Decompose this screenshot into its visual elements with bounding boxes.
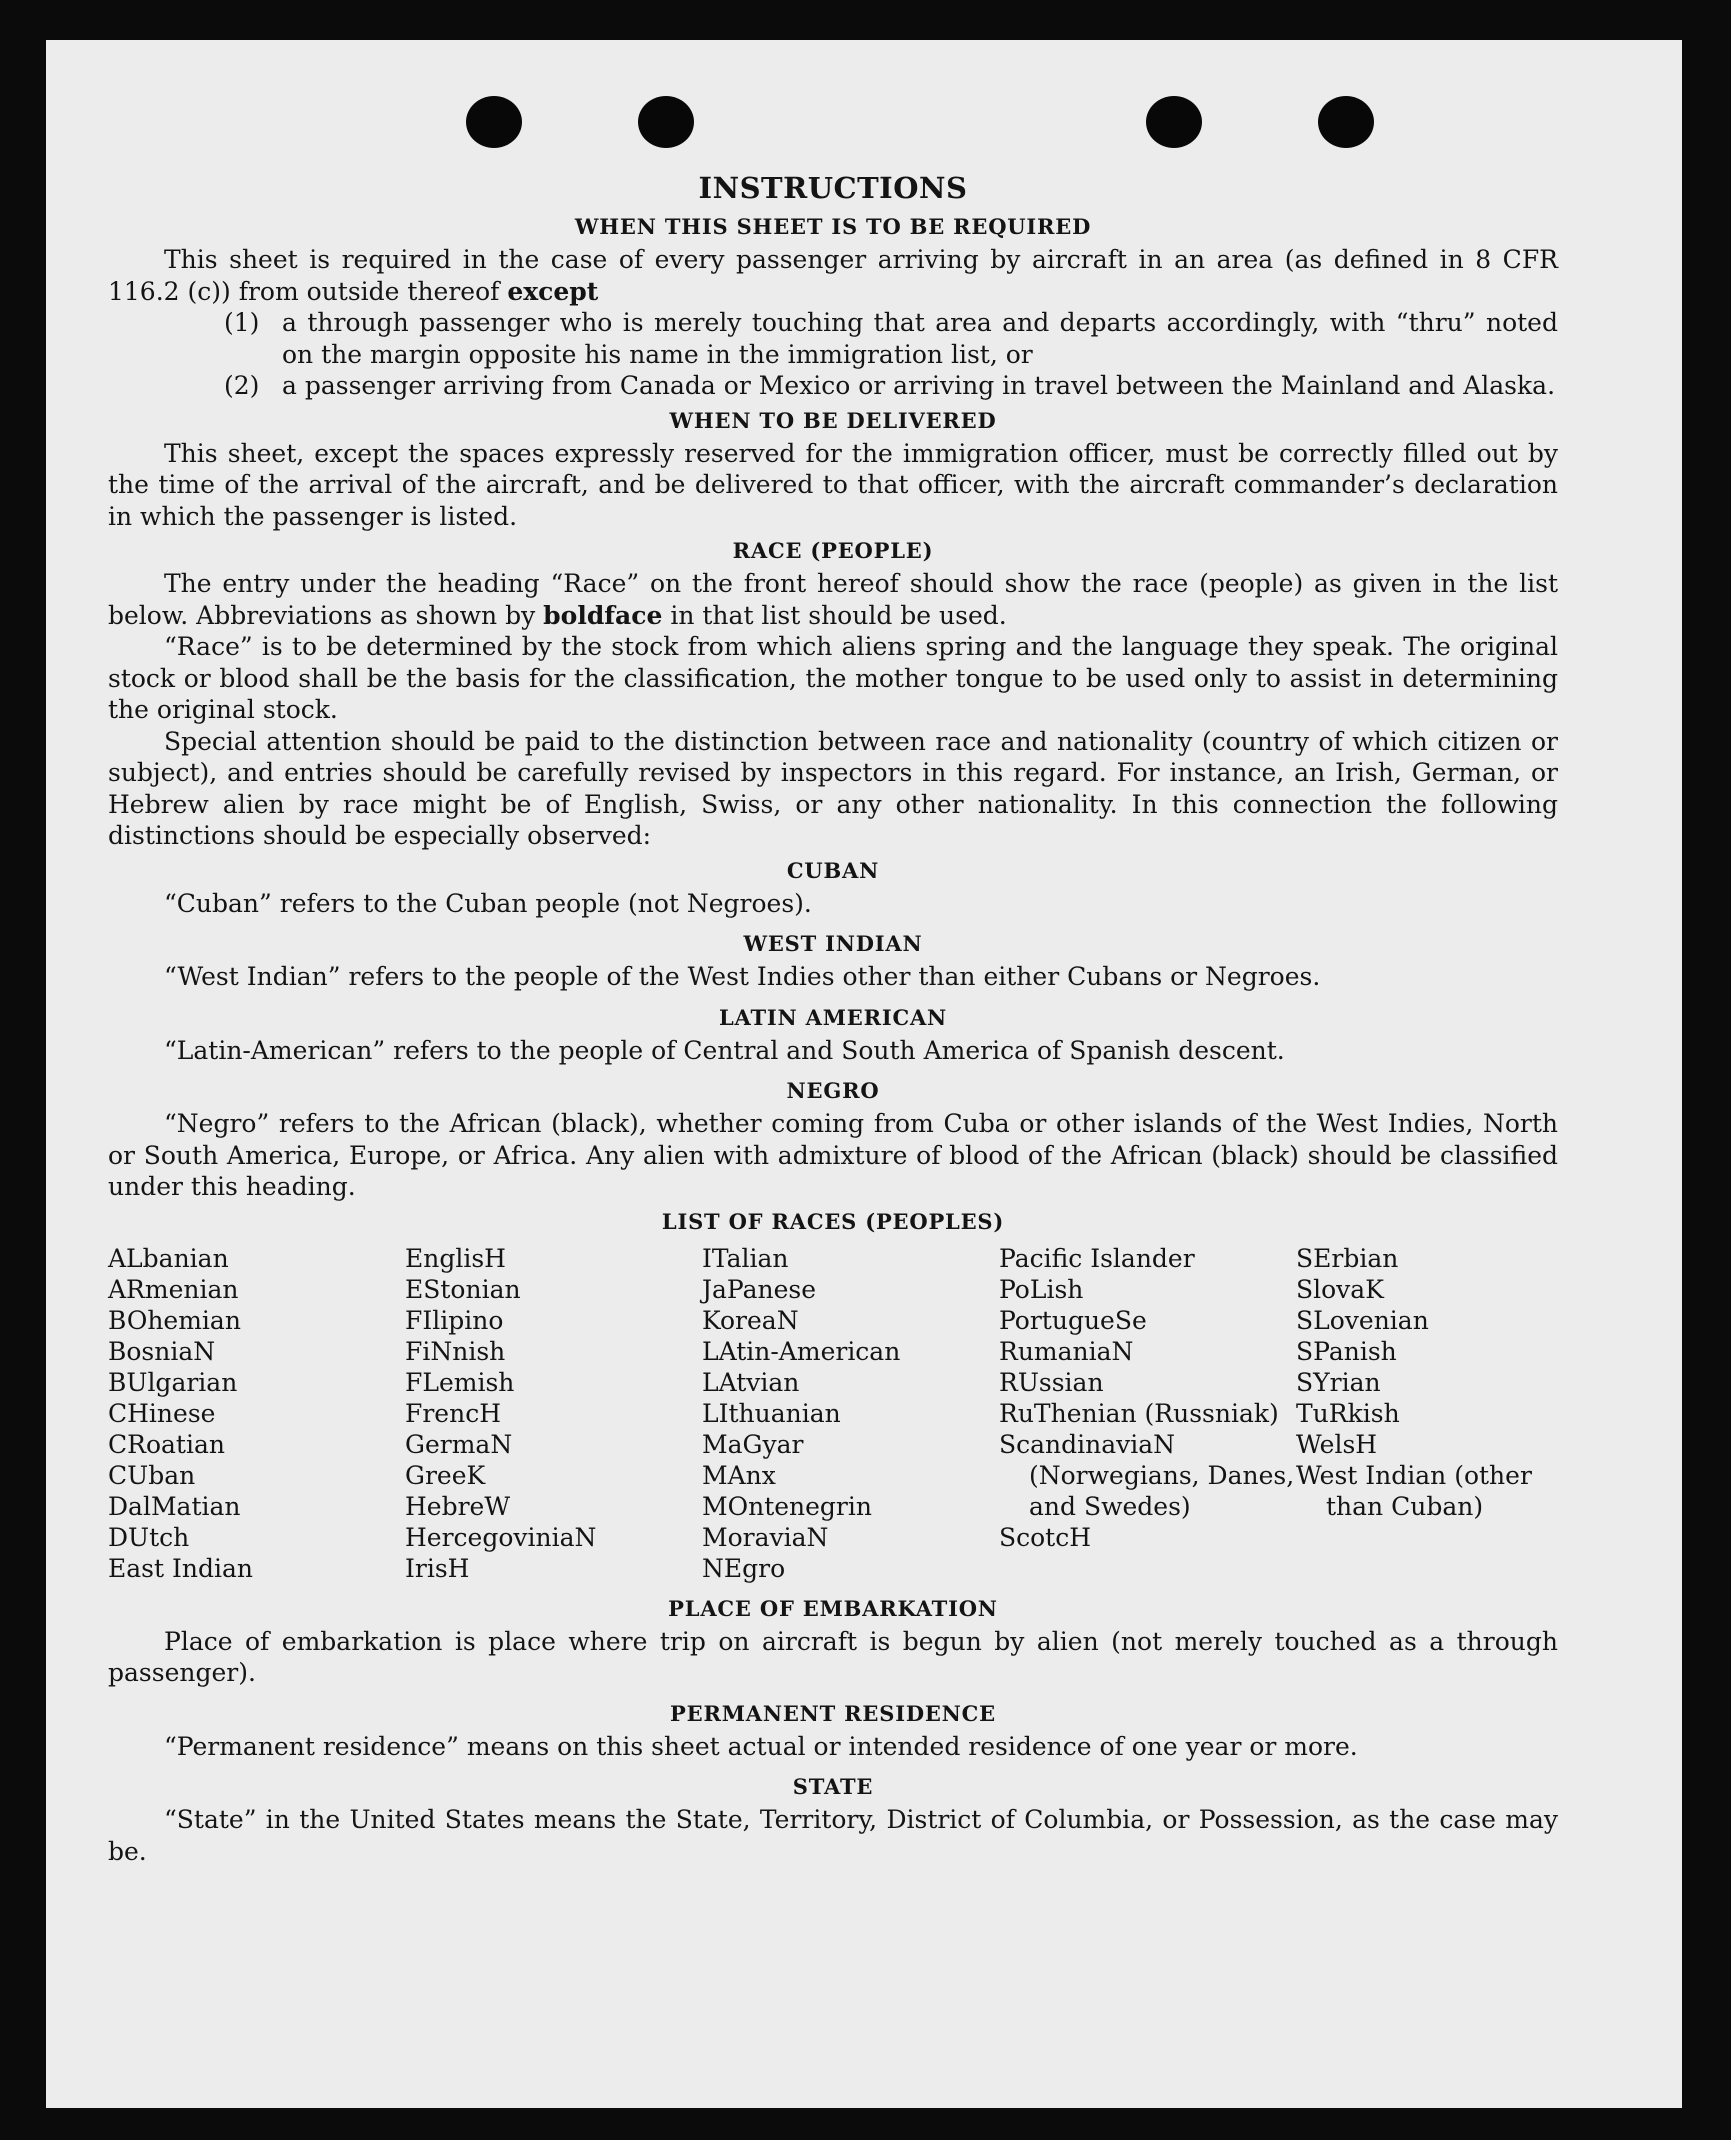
race-list-item: FiNnish	[405, 1336, 506, 1366]
section-heading-embarkation: PLACE OF EMBARKATION	[668, 1595, 998, 1621]
race-list-item: SYrian	[1296, 1367, 1381, 1397]
race-list-item: ARmenian	[108, 1274, 239, 1304]
delivered-text: This sheet, except the spaces expressly reserved for the immigration officer, must be correctly filled out by the time of the arrival of the aircraft, and be delivered to that officer, with the aircraft commander’s declaration in which the passenger is listed.	[108, 438, 1558, 531]
race-list-item: KoreaN	[702, 1305, 799, 1335]
section-heading-cuban: CUBAN	[786, 857, 880, 883]
race-list-item: ITalian	[702, 1243, 789, 1273]
race-list-item: ALbanian	[108, 1243, 229, 1273]
race-paragraph-2: “Race” is to be determined by the stock from which aliens spring and the language they speak. The original stock or blood shall be the basis for the classification, the mother tongue to be used only to assist in determining the original stock.	[108, 632, 1558, 724]
race-list-item: SErbian	[1296, 1243, 1399, 1273]
race-list-item: SlovaK	[1296, 1274, 1384, 1304]
race-list-item: MaGyar	[702, 1429, 804, 1459]
race-column	[1296, 1243, 1593, 1584]
race-column	[702, 1243, 999, 1584]
state-text: “State” in the United States means the State, Territory, District of Columbia, or Possession, as the case may be.	[108, 1805, 1558, 1866]
section-heading-state: STATE	[792, 1774, 874, 1799]
race-list-item: EStonian	[405, 1274, 521, 1304]
race-list-item: NEgro	[702, 1553, 786, 1583]
section-heading-required: WHEN THIS SHEET IS TO BE REQUIRED	[574, 214, 1092, 239]
race-paragraph-1: The entry under the heading “Race” on the front hereof should show the race (people) as given in the list below. Abbreviations as shown by boldface in that list should be used.	[108, 569, 1558, 630]
punch-hole	[466, 96, 522, 148]
list-of-races-heading: LIST OF RACES (PEOPLES)	[661, 1208, 1005, 1234]
race-list-item: DUtch	[108, 1522, 190, 1552]
race-list-item: GermaN	[405, 1429, 513, 1459]
race-list-item: EnglisH	[405, 1243, 506, 1273]
race-list-item: LIthuanian	[702, 1398, 841, 1428]
page-title: INSTRUCTIONS	[698, 171, 968, 205]
race-list-item: DalMatian	[108, 1491, 241, 1521]
race-list-item: MOntenegrin	[702, 1491, 872, 1521]
race-list-item: SPanish	[1296, 1336, 1397, 1366]
section-heading-negro: NEGRO	[786, 1078, 880, 1103]
race-list-item: IrisH	[405, 1553, 470, 1583]
race-list-item: CHinese	[108, 1398, 216, 1428]
punch-hole	[638, 96, 694, 148]
race-list-item: West Indian (other than Cuban)	[1296, 1460, 1532, 1521]
race-column	[405, 1243, 702, 1584]
section-heading-latin-american: LATIN AMERICAN	[718, 1004, 948, 1030]
race-list-item: LAtvian	[702, 1367, 800, 1397]
negro-text: “Negro” refers to the African (black), whether coming from Cuba or other islands of the West Indies, North or South America, Europe, or Africa. Any alien with admixture of blood of the African (black) should be classified under this heading.	[108, 1109, 1558, 1201]
race-list-item: FIlipino	[405, 1305, 504, 1335]
race-list-item: TuRkish	[1296, 1398, 1400, 1428]
race-list-item: FLemish	[405, 1367, 515, 1397]
cuban-text: “Cuban” refers to the Cuban people (not Negroes).	[164, 888, 812, 918]
section-heading-delivered: WHEN TO BE DELIVERED	[669, 407, 997, 433]
race-list-item: ScotcH	[999, 1522, 1092, 1552]
section-heading-race: RACE (PEOPLE)	[732, 538, 934, 563]
exception-item: (2) a passenger arriving from Canada or Mexico or arriving in travel between the Mainland and Alaska.	[224, 371, 1556, 400]
latin-american-text: “Latin-American” refers to the people of Central and South America of Spanish descent.	[164, 1035, 1285, 1065]
punch-hole	[1318, 96, 1374, 148]
race-list-item: ScandinaviaN (Norwegians, Danes, and Swedes)	[999, 1429, 1295, 1521]
exception-item: (1) a through passenger who is merely touching that area and departs accordingly, with “thru” noted on the margin opposite his name in the immigration list, or	[224, 308, 1558, 369]
section-heading-residence: PERMANENT RESIDENCE	[670, 1700, 996, 1726]
race-list-item: HercegoviniaN	[405, 1522, 597, 1552]
race-list-item: PortugueSe	[999, 1305, 1147, 1335]
residence-text: “Permanent residence” means on this sheet actual or intended residence of one year or more.	[164, 1731, 1358, 1761]
race-list-item: SLovenian	[1296, 1305, 1429, 1335]
instructions-body	[108, 168, 1558, 1867]
race-list-item: BUlgarian	[108, 1367, 238, 1397]
race-list-item: GreeK	[405, 1460, 486, 1490]
punch-hole	[1146, 96, 1202, 148]
race-list-item: CRoatian	[108, 1429, 225, 1459]
race-list-item: RuThenian (Russniak)	[999, 1398, 1279, 1428]
race-list	[108, 1243, 1558, 1584]
race-list-item: PoLish	[999, 1274, 1084, 1304]
race-column	[999, 1243, 1296, 1584]
race-column	[108, 1243, 405, 1584]
race-list-item: BosniaN	[108, 1336, 216, 1366]
race-list-item: CUban	[108, 1460, 196, 1490]
document-page	[46, 40, 1682, 2108]
race-paragraph-3: Special attention should be paid to the distinction between race and nationality (country of which citizen or subject), and entries should be carefully revised by inspectors in this regard. For instance, an Irish, German, or Hebrew alien by race might be of English, Swiss, or any other nationality. In this connection the following distinctions should be especially observed:	[108, 726, 1558, 850]
section-heading-west-indian: WEST INDIAN	[743, 931, 923, 956]
race-list-item: BOhemian	[108, 1305, 241, 1335]
race-list-item: WelsH	[1296, 1429, 1378, 1459]
race-list-item: MAnx	[702, 1460, 776, 1490]
required-intro: This sheet is required in the case of every passenger arriving by aircraft in an area (as defined in 8 CFR 116.2 (c)) from outside thereof except	[108, 245, 1558, 306]
race-list-item: RUssian	[999, 1367, 1104, 1397]
west-indian-text: “West Indian” refers to the people of the West Indies other than either Cubans or Negroes.	[164, 962, 1321, 991]
race-list-item: East Indian	[108, 1553, 253, 1583]
race-list-item: Pacific Islander	[999, 1243, 1195, 1273]
race-list-item: FrencH	[405, 1398, 501, 1428]
race-list-item: LAtin-American	[702, 1336, 901, 1366]
race-list-item: RumaniaN	[999, 1336, 1134, 1366]
race-list-item: JaPanese	[702, 1274, 817, 1304]
race-list-item: MoraviaN	[702, 1522, 829, 1552]
race-list-item: HebreW	[405, 1491, 511, 1521]
embarkation-text: Place of embarkation is place where trip on aircraft is begun by alien (not merely touched as a through passenger).	[108, 1626, 1558, 1687]
